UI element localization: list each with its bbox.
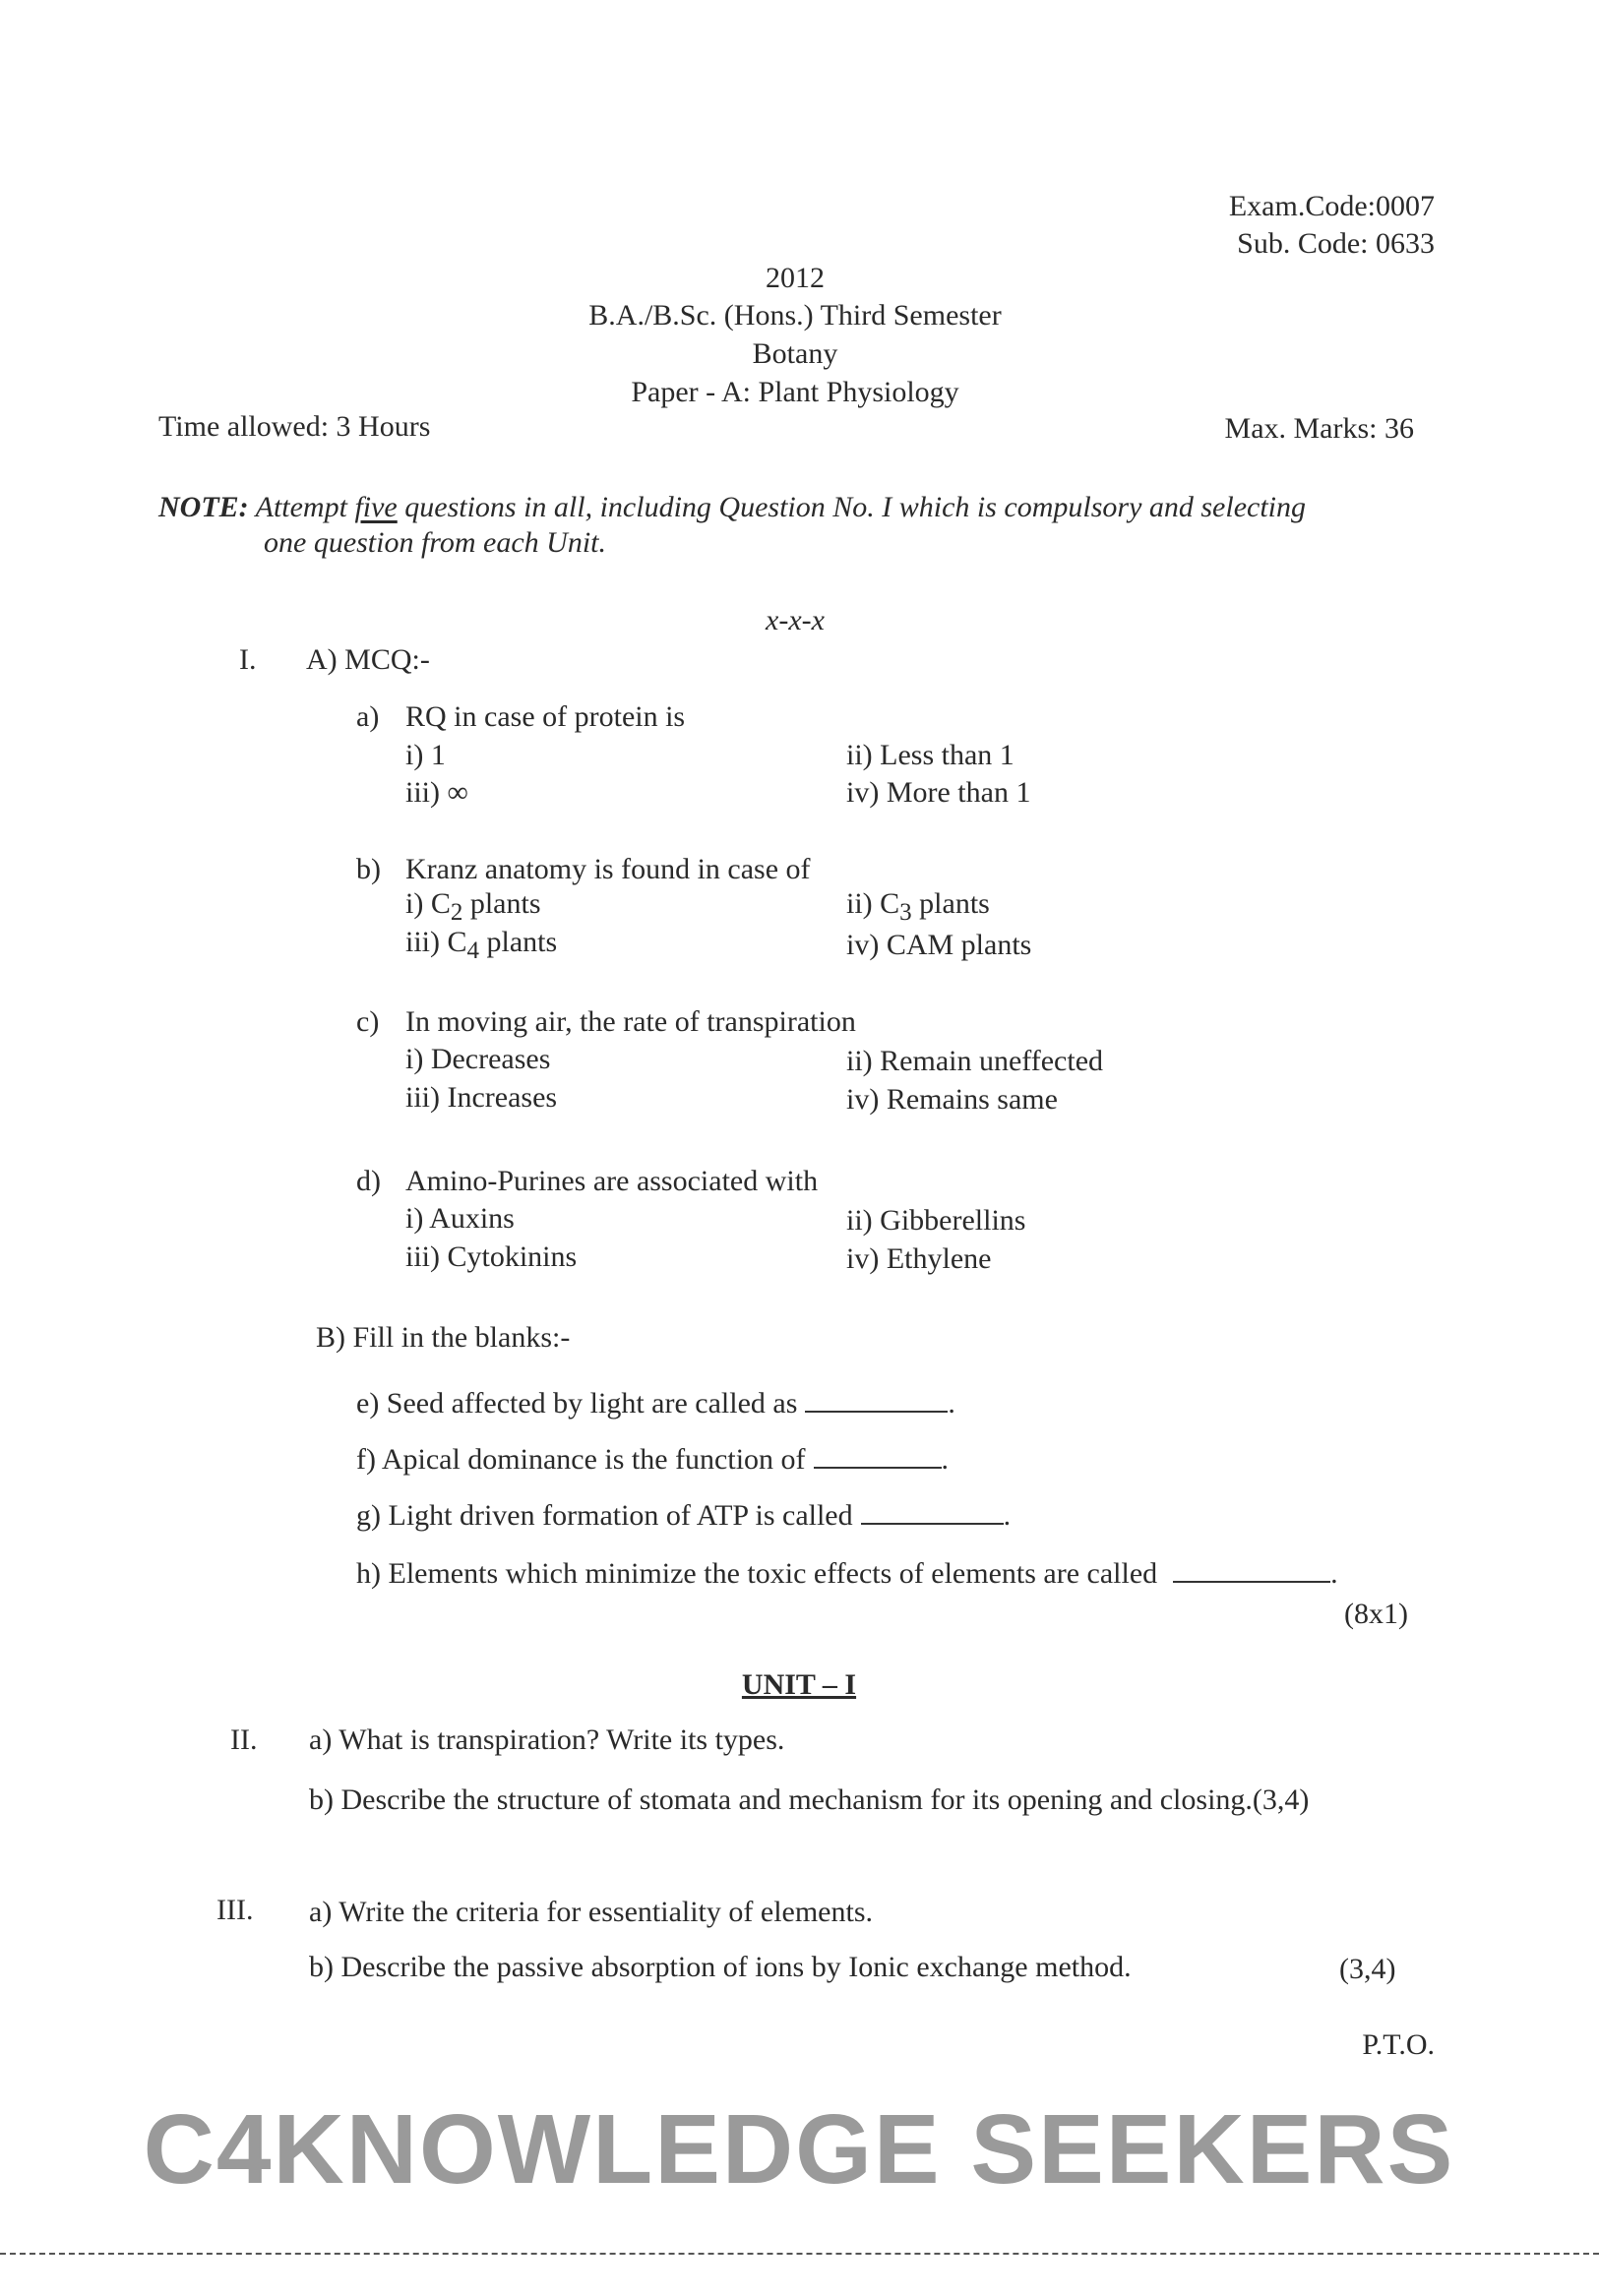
mcq-option: iv) More than 1 <box>846 776 1031 809</box>
mcq-option: i) Decreases <box>405 1043 551 1075</box>
mcq-option: ii) Less than 1 <box>846 739 1015 771</box>
exam-code: Exam.Code:0007 <box>1228 190 1435 222</box>
question-part: b) Describe the passive absorption of ions by Ionic exchange method. <box>309 1951 1132 1983</box>
mcq-option: iii) Increases <box>405 1081 558 1114</box>
question-part: b) Describe the structure of stomata and mechanism for its opening and closing.(3,4) <box>309 1783 1310 1816</box>
mcq-option: iii) ∞ <box>405 776 468 809</box>
separator: x-x-x <box>766 604 825 636</box>
fill-blank-item: h) Elements which minimize the toxic effects of elements are called . <box>356 1557 1338 1590</box>
course: B.A./B.Sc. (Hons.) Third Semester <box>588 299 1002 332</box>
question-number: III. <box>216 1894 254 1926</box>
year: 2012 <box>766 262 825 294</box>
mcq-option: ii) Gibberellins <box>846 1204 1026 1237</box>
mcq-option: ii) $C_3$ plants <box>846 887 990 926</box>
mcq-question: In moving air, the rate of transpiration <box>405 1005 856 1038</box>
note-text-post: questions in all, including Question No. I which is compulsory and selecting <box>397 491 1307 523</box>
marks-q1: (8x1) <box>1344 1598 1408 1630</box>
mcq-option: i) 1 <box>405 739 446 771</box>
marks-q3: (3,4) <box>1339 1953 1396 1985</box>
note-label: NOTE: <box>158 491 249 523</box>
part-a-heading: A) MCQ:- <box>306 643 430 676</box>
note-text-pre: Attempt <box>255 491 355 523</box>
scan-edge-line <box>0 2253 1599 2255</box>
mcq-question: Amino-Purines are associated with <box>405 1165 819 1197</box>
sub-code: Sub. Code: 0633 <box>1237 227 1435 260</box>
unit-heading: UNIT – I <box>741 1668 857 1701</box>
fill-blank-item: e) Seed affected by light are called as . <box>356 1387 955 1420</box>
paper-title: Paper - A: Plant Physiology <box>631 376 959 408</box>
mcq-option: iii) Cytokinins <box>405 1240 578 1273</box>
subject: Botany <box>752 337 838 370</box>
note-line-1 <box>158 493 1306 522</box>
mcq-option: iv) Ethylene <box>846 1242 992 1275</box>
question-part: a) What is transpiration? Write its types. <box>309 1723 785 1756</box>
question-number: II. <box>230 1723 258 1756</box>
mcq-option: ii) Remain uneffected <box>846 1045 1104 1077</box>
mcq-label: c) <box>356 1005 380 1038</box>
pto-label: P.T.O. <box>1362 2028 1435 2061</box>
question-part: a) Write the criteria for essentiality of elements. <box>309 1896 874 1928</box>
mcq-option: iii) $C_4$ plants <box>405 926 558 964</box>
max-marks: Max. Marks: 36 <box>1224 412 1414 445</box>
note-line-2: one question from each Unit. <box>264 526 607 559</box>
fill-blank-item: g) Light driven formation of ATP is called . <box>356 1499 1012 1532</box>
mcq-question: RQ in case of protein is <box>405 700 686 733</box>
fill-blank-item: f) Apical dominance is the function of . <box>356 1443 950 1476</box>
time-allowed: Time allowed: 3 Hours <box>158 410 431 443</box>
note-underlined: five <box>354 491 398 523</box>
watermark: C4KNOWLEDGE SEEKERS <box>143 2094 1455 2205</box>
mcq-label: a) <box>356 700 380 733</box>
part-b-heading: B) Fill in the blanks:- <box>316 1321 571 1354</box>
mcq-option: iv) Remains same <box>846 1083 1058 1116</box>
mcq-question: Kranz anatomy is found in case of <box>405 853 811 885</box>
question-number: I. <box>239 643 257 676</box>
mcq-option: i) $C_2$ plants <box>405 887 541 926</box>
mcq-option: iv) CAM plants <box>846 929 1032 961</box>
mcq-option: i) Auxins <box>405 1202 515 1235</box>
mcq-label: d) <box>356 1165 381 1197</box>
mcq-label: b) <box>356 853 381 885</box>
